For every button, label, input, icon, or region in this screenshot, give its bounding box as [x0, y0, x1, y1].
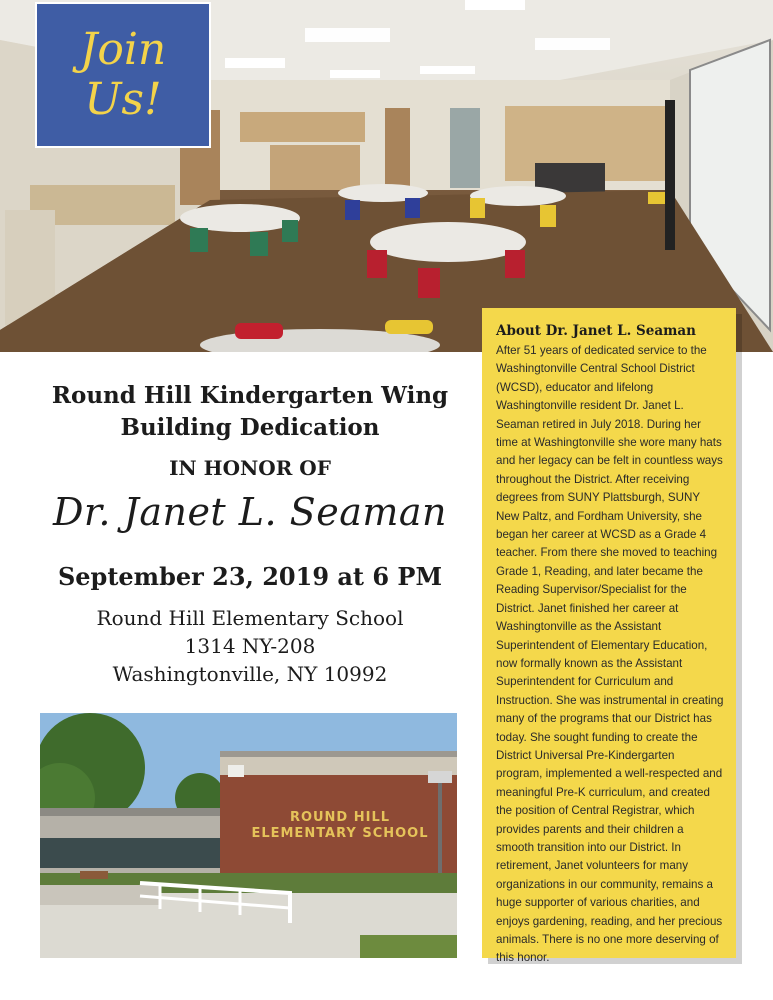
bio-box	[482, 308, 736, 965]
event-date-time: September 23, 2019 at 6 PM	[57, 562, 443, 591]
bio-heading: About Dr. Janet L. Seaman	[496, 323, 696, 339]
school-sign-line2: ELEMENTARY SCHOOL	[251, 826, 429, 841]
school-sign-line1: ROUND HILL	[289, 810, 391, 825]
venue-name: Round Hill Elementary School	[96, 606, 404, 630]
join-us-line2: Us!	[84, 74, 162, 125]
bio-text: After 51 years of dedicated service to the Washingtonville Central School District (WCSD), educator and lifelong Washingtonville resident Dr. Janet L. Seaman retired in July 2018. During her time at Washingtonville she wore many hats and her legacy can be felt in countless ways throughout the District. After receiving degrees from SUNY Plattsburgh, SUNY New Paltz, and Fordham University, she began her career at WCSD as a Grade 4 teacher. From there she moved to teaching Grade 1, Reading, and later became the Reading Supervisor/Specialist for the District. Janet finished her career at Washingtonville as the Assistant Superintendent of Elementary Education, now formally known as the Assistant Superintendent for Curriculum and Instruction. She was instrumental in creating many of the programs that our District has today. She sought funding to create the District Universal Pre-Kindergarten program, implemented a well-respected and meaningful Pre-K curriculum, and created the position of Central Registrar, which provides parents and their children a smooth transition into our District. In retirement, Janet volunteers for many organizations in our community, remains a huge supporter of various charities, and enjoys gardening, reading, and her precious animals. There is no one more deserving of this honor.	[496, 344, 724, 965]
event-title	[35, 380, 465, 444]
event-title-line1: Round Hill Kindergarten Wing	[51, 382, 449, 409]
in-honor-of-label: IN HONOR OF	[169, 456, 331, 480]
join-us-banner	[35, 2, 211, 148]
event-title-line2: Building Dedication	[120, 414, 380, 441]
venue-city: Washingtonville, NY 10992	[112, 662, 388, 686]
classroom-photo	[0, 0, 773, 352]
venue-street: 1314 NY-208	[184, 634, 316, 658]
honoree-name: Dr. Janet L. Seaman	[52, 490, 448, 534]
venue-address	[35, 604, 465, 688]
school-photo	[40, 713, 457, 958]
school-sign	[245, 810, 435, 842]
join-us-line1: Join	[79, 24, 167, 75]
